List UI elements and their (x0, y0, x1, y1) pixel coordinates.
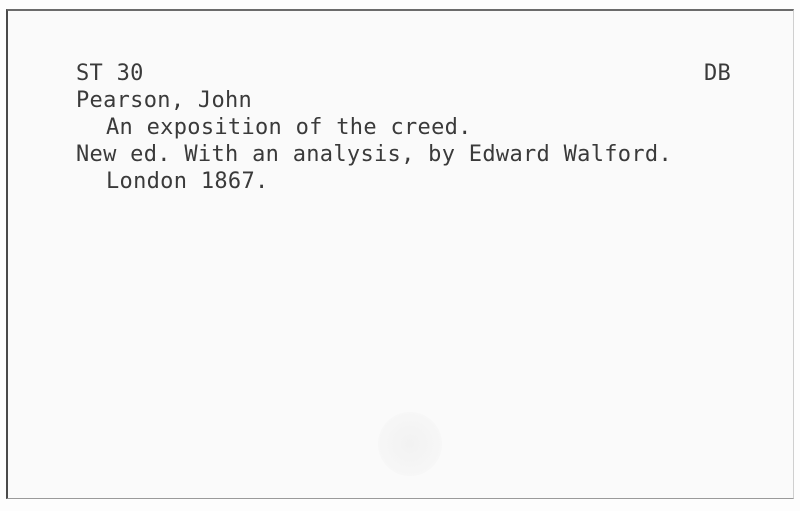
book-title: An exposition of the creed. (106, 115, 472, 140)
cataloger-initials: DB (704, 61, 732, 86)
imprint: London 1867. (106, 169, 269, 194)
edition-note: New ed. With an analysis, by Edward Walford. (76, 142, 672, 167)
catalog-card (6, 9, 794, 499)
author-heading: Pearson, John (76, 88, 253, 113)
call-number: ST 30 (76, 61, 144, 86)
faint-punch-mark (378, 412, 442, 476)
